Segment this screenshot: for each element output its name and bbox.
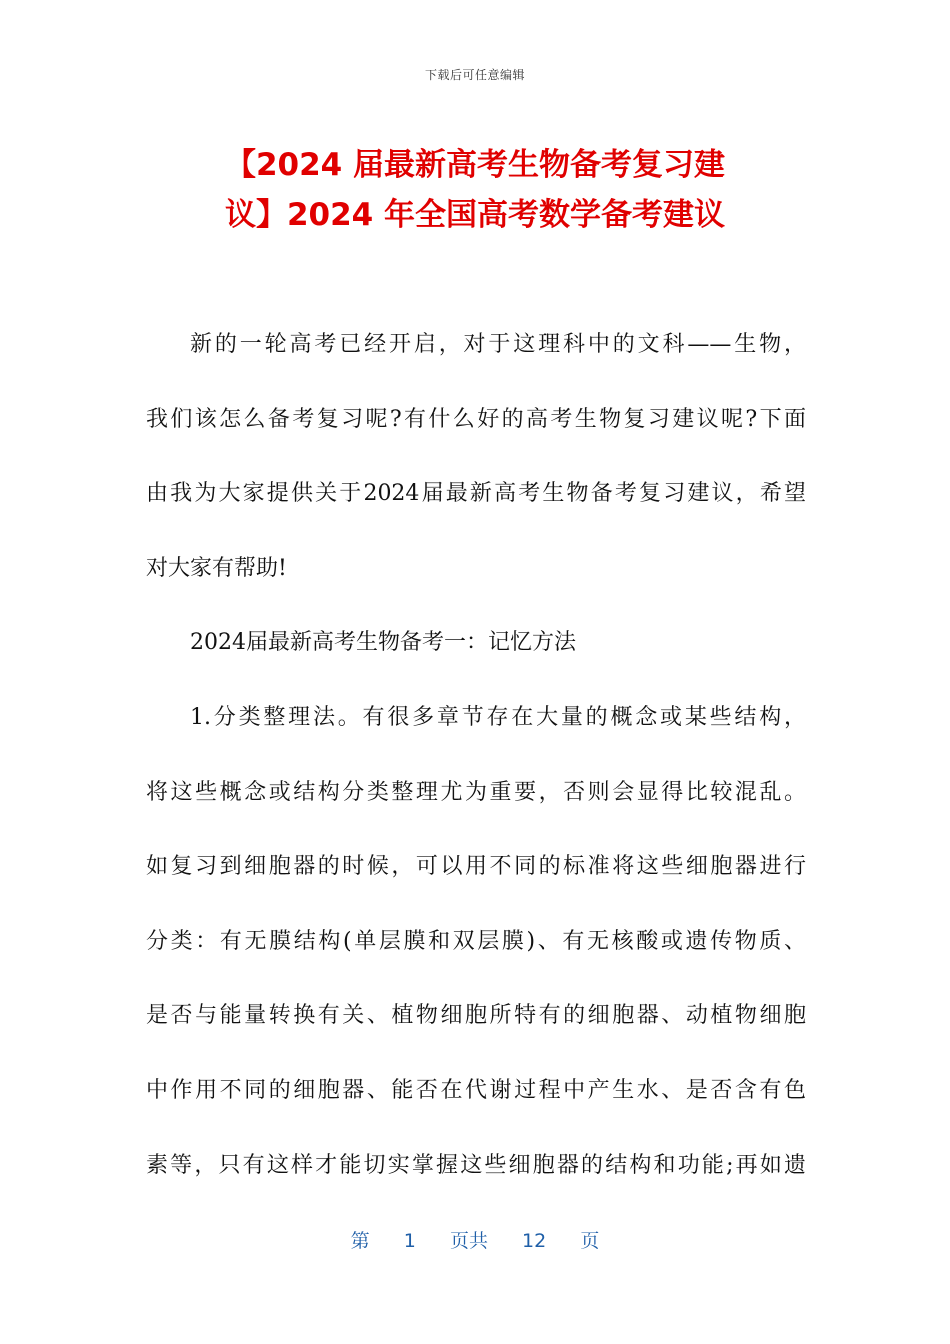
title-line-1: 【2024 届最新高考生物备考复习建 (224, 147, 726, 183)
footer-total-pages: 12 (522, 1230, 547, 1252)
title-line-2: 议】2024 年全国高考数学备考建议 (224, 197, 726, 233)
footer-page-number: 1 (403, 1230, 416, 1252)
section-heading: 2024届最新高考生物备考一：记忆方法 (190, 630, 576, 656)
paragraph-line: 我们该怎么备考复习呢?有什么好的高考生物复习建议呢?下面 (146, 406, 806, 432)
paragraph-line: 如复习到细胞器的时候，可以用不同的标准将这些细胞器进行 (146, 854, 806, 880)
paragraph-line: 1.分类整理法。有很多章节存在大量的概念或某些结构， (190, 704, 806, 730)
paragraph-line: 由我为大家提供关于2024届最新高考生物备考复习建议，希望 (146, 481, 806, 507)
header-note: 下载后可任意编辑 (424, 68, 525, 82)
paragraph-line: 素等，只有这样才能切实掌握这些细胞器的结构和功能;再如遗 (146, 1152, 806, 1178)
footer-suffix: 页 (580, 1230, 600, 1252)
page-footer (0, 1226, 950, 1253)
document-title (120, 140, 830, 240)
paragraph-line: 将这些概念或结构分类整理尤为重要，否则会显得比较混乱。 (146, 779, 806, 805)
footer-prefix: 第 (350, 1230, 370, 1252)
document-body (146, 320, 806, 1215)
footer-mid: 页共 (449, 1230, 488, 1252)
paragraph-line: 中作用不同的细胞器、能否在代谢过程中产生水、是否含有色 (146, 1077, 806, 1103)
paragraph-line: 新的一轮高考已经开启，对于这理科中的文科——生物， (190, 332, 806, 357)
paragraph-line: 是否与能量转换有关、植物细胞所特有的细胞器、动植物细胞 (146, 1003, 806, 1029)
paragraph-line: 分类：有无膜结构(单层膜和双层膜)、有无核酸或遗传物质、 (146, 928, 806, 954)
paragraph-line: 对大家有帮助! (146, 555, 287, 581)
